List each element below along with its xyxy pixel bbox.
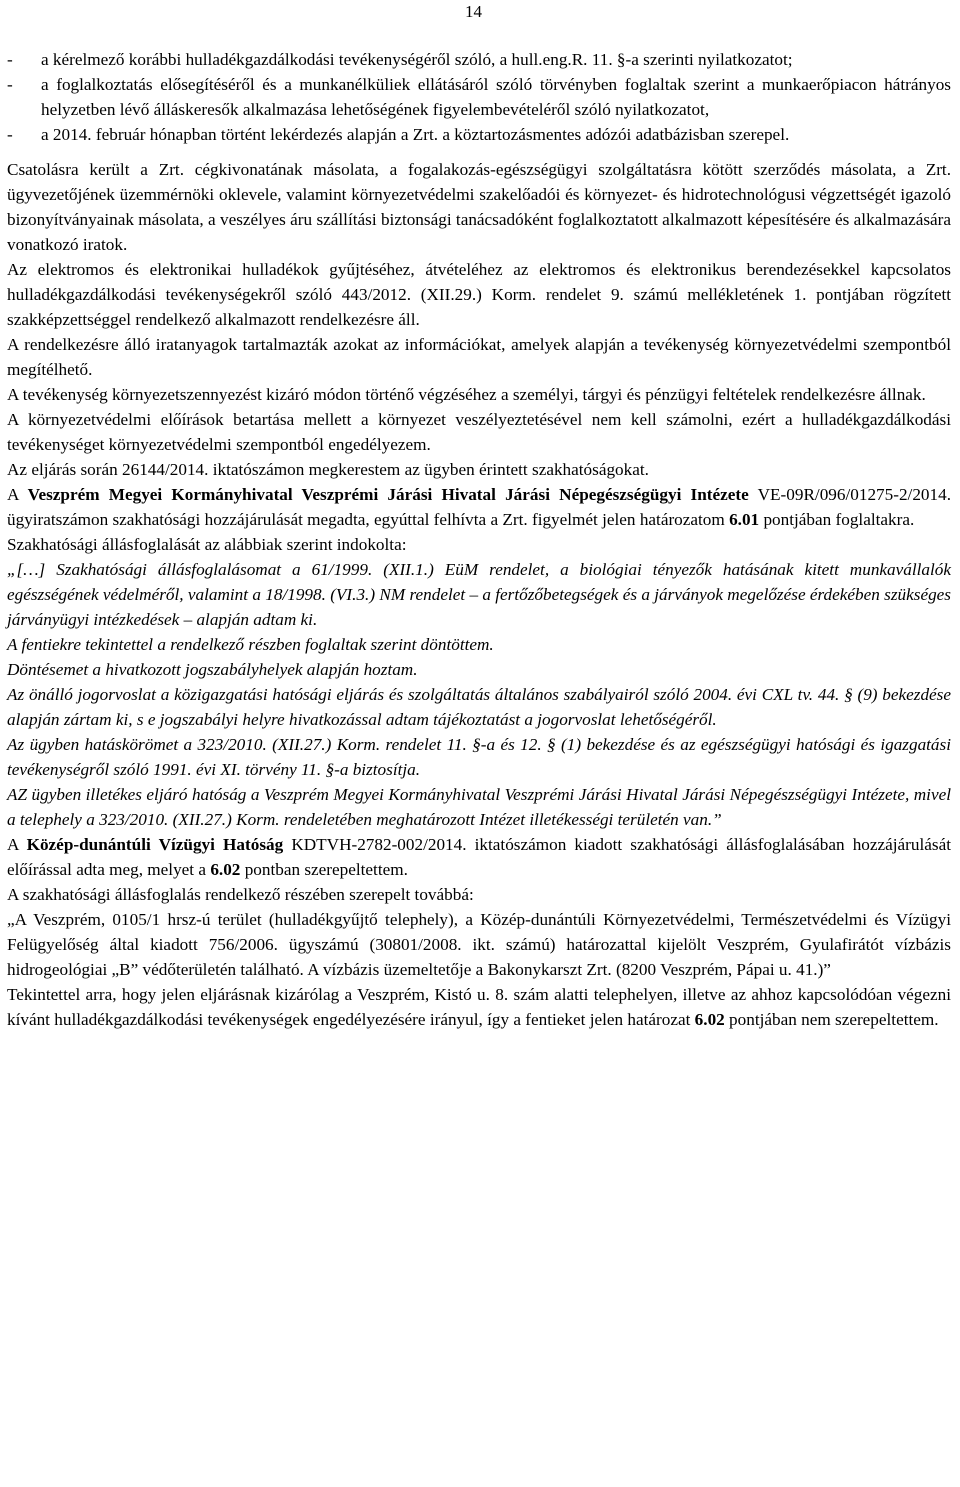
page-number: 14 bbox=[465, 2, 482, 21]
tek-point-reference: 6.02 bbox=[694, 1010, 725, 1029]
quote-paragraph-5: Az ügyben hatáskörömet a 323/2010. (XII.27.) Korm. rendelet 11. §-a és 12. § (1) bekezdése és az egészségügyi hatósági és igazgatási tevékenységről szóló 1991. évi XI. törvény 11. §-a biztosítja. bbox=[7, 735, 951, 779]
kd-end: pontban szerepeltettem. bbox=[240, 860, 408, 879]
kd-authority-name: Közép-dunántúli Vízügyi Hatóság bbox=[26, 835, 284, 854]
paragraph-kozep-dunantuli bbox=[7, 832, 951, 882]
paragraph-tovabba: A szakhatósági állásfoglalás rendelkező részében szerepelt továbbá: bbox=[7, 885, 474, 904]
quote-paragraph-4: Az önálló jogorvoslat a közigazgatási hatósági eljárás és szolgáltatás általános szabályairól szóló 2004. évi CXL tv. 44. § (9) bekezdése alapján zártam ki, s e jogszabályi helyre hivatkozással adtam tájékoztatást a jogorvoslat lehetőségéről. bbox=[7, 685, 951, 729]
vm-middle: VE-09R/096/01275-2/2014. ügyiratszámon szakhatósági hozzájárulását megadta, egyúttal felhívta a Zrt. figyelmét jelen határozatom bbox=[7, 485, 951, 529]
list-dash: - bbox=[7, 50, 13, 69]
list-item-text: a kérelmező korábbi hulladékgazdálkodási tevékenységéről szóló, a hull.eng.R. 11. §-a szerinti nyilatkozatot; bbox=[41, 50, 793, 69]
quote-paragraph-7: „A Veszprém, 0105/1 hrsz-ú terület (hulladékgyűjtő telephely), a Közép-dunántúli Környezetvédelmi, Természetvédelmi és Vízügyi Felügyelőség által kiadott 756/2006. ügyszámú (30801/2008. ikt. számú) határozattal kijelölt Veszprém, Gyulafirátót vízbázis hidrogeológiai „B” védőterületén található. A vízbázis üzemeltetője a Bakonykarszt Zrt. (8200 Veszprém, Pápai u. 41.)” bbox=[7, 910, 951, 979]
kd-middle: KDTVH-2782-002/2014. iktatószámon kiadott szakhatósági állásfoglalásában hozzájárulását előírással adta meg, melyet a bbox=[7, 835, 951, 879]
paragraph-elektromos: Az elektromos és elektronikai hulladékok gyűjtéséhez, átvételéhez az elektromos és elektronikus berendezésekkel kapcsolatos hulladékgazdálkodási tevékenységekről szóló 443/2012. (XII.29.) Korm. rendelet 9. számú mellékletének 1. pontjában rögzített szakképzettséggel rendelkező alkalmazott rendelkezésre áll. bbox=[7, 260, 951, 329]
list-item bbox=[7, 47, 951, 72]
paragraph-iratanyagok: A rendelkezésre álló iratanyagok tartalmazták azokat az információkat, amelyek alapján a tevékenység környezetvédelmi szempontból megítélhető. bbox=[7, 335, 951, 379]
paragraph-kornyezetszennyezest: A tevékenység környezetszennyezést kizáró módon történő végzéséhez a személyi, tárgyi és pénzügyi feltételek rendelkezésre állnak. bbox=[7, 385, 926, 404]
kd-prefix: A bbox=[7, 835, 27, 854]
document-body bbox=[7, 47, 951, 1032]
list-item-text: a foglalkoztatás elősegítéséről és a munkanélküliek ellátásáról szóló törvényben foglaltak szerint a munkaerőpiacon hátrányos helyzetben lévő álláskeresők alkalmazása lehetőségének figyelembevételéről szóló nyilatkozatot, bbox=[41, 75, 951, 119]
quote-paragraph-6: AZ ügyben illetékes eljáró hatóság a Veszprém Megyei Kormányhivatal Veszprémi Járási Hivatal Járási Népegészségügyi Intézete, mivel a telephely a 323/2010. (XII.27.) Korm. rendeletében meghatározott Intézet illetékességi területén van.” bbox=[7, 785, 951, 829]
list-item-text: a 2014. február hónapban történt lekérdezés alapján a Zrt. a köztartozásmentes adózói adatbázisban szerepel. bbox=[41, 125, 790, 144]
vm-authority-name: Veszprém Megyei Kormányhivatal Veszprémi Járási Hivatal Járási Népegészségügyi Intézete bbox=[27, 485, 749, 504]
list-item bbox=[7, 72, 951, 122]
paragraph-indokolta: Szakhatósági állásfoglalását az alábbiak szerint indokolta: bbox=[7, 535, 407, 554]
paragraph-csatolasra: Csatolásra került a Zrt. cégkivonatának másolata, a fogalakozás-egészségügyi szolgáltatásra kötött szerződés másolata, a Zrt. ügyvezetőjének üzemmérnöki oklevele, valamint környezetvédelmi szakelőadói és környezet- és hidrotechnológusi végzettségét igazoló bizonyítványainak másolata, a veszélyes áru szállítási biztonsági tanácsadóként foglalkoztatott alkalmazott képesítésére és alkalmazására vonatkozó iratok. bbox=[7, 160, 951, 254]
vm-point-reference: 6.01 bbox=[729, 510, 760, 529]
vm-prefix: A bbox=[7, 485, 28, 504]
tek-start: Tekintettel arra, hogy jelen eljárásnak kizárólag a Veszprém, Kistó u. 8. szám alatti telephelyen, illetve az ahhoz kapcsolódóan végezni kívánt hulladékgazdálkodási tevékenységek engedélyezésére irányul, így a fentieket jelen határozat bbox=[7, 985, 951, 1029]
paragraph-tekintettel bbox=[7, 982, 951, 1032]
tek-end: pontjában nem szerepeltettem. bbox=[724, 1010, 939, 1029]
kd-point-reference: 6.02 bbox=[210, 860, 241, 879]
vm-end: pontjában foglaltakra. bbox=[759, 510, 915, 529]
paragraph-veszprem-intezet bbox=[7, 482, 951, 532]
requirements-list bbox=[7, 47, 951, 147]
quote-paragraph-2: A fentiekre tekintettel a rendelkező részben foglaltak szerint döntöttem. bbox=[7, 635, 494, 654]
list-item bbox=[7, 122, 951, 147]
list-dash: - bbox=[7, 125, 13, 144]
quote-paragraph-3: Döntésemet a hivatkozott jogszabályhelyek alapján hoztam. bbox=[7, 660, 418, 679]
paragraph-eljaras: Az eljárás során 26144/2014. iktatószámon megkerestem az ügyben érintett szakhatóságokat. bbox=[7, 460, 649, 479]
quote-paragraph-1: „[…] Szakhatósági állásfoglalásomat a 61/1999. (XII.1.) EüM rendelet, a biológiai tényezők hatásának kitett munkavállalók egészségének védelméről, valamint a 18/1998. (VI.3.) NM rendelet – a fertőzőbetegségek és a járványok megelőzése érdekében szükséges járványügyi intézkedések – alapján adtam ki. bbox=[7, 560, 951, 629]
list-dash: - bbox=[7, 75, 13, 94]
paragraph-eloirasok: A környezetvédelmi előírások betartása mellett a környezet veszélyeztetésével nem kell számolni, ezért a hulladékgazdálkodási tevékenységet környezetvédelmi szempontból engedélyezem. bbox=[7, 410, 951, 454]
